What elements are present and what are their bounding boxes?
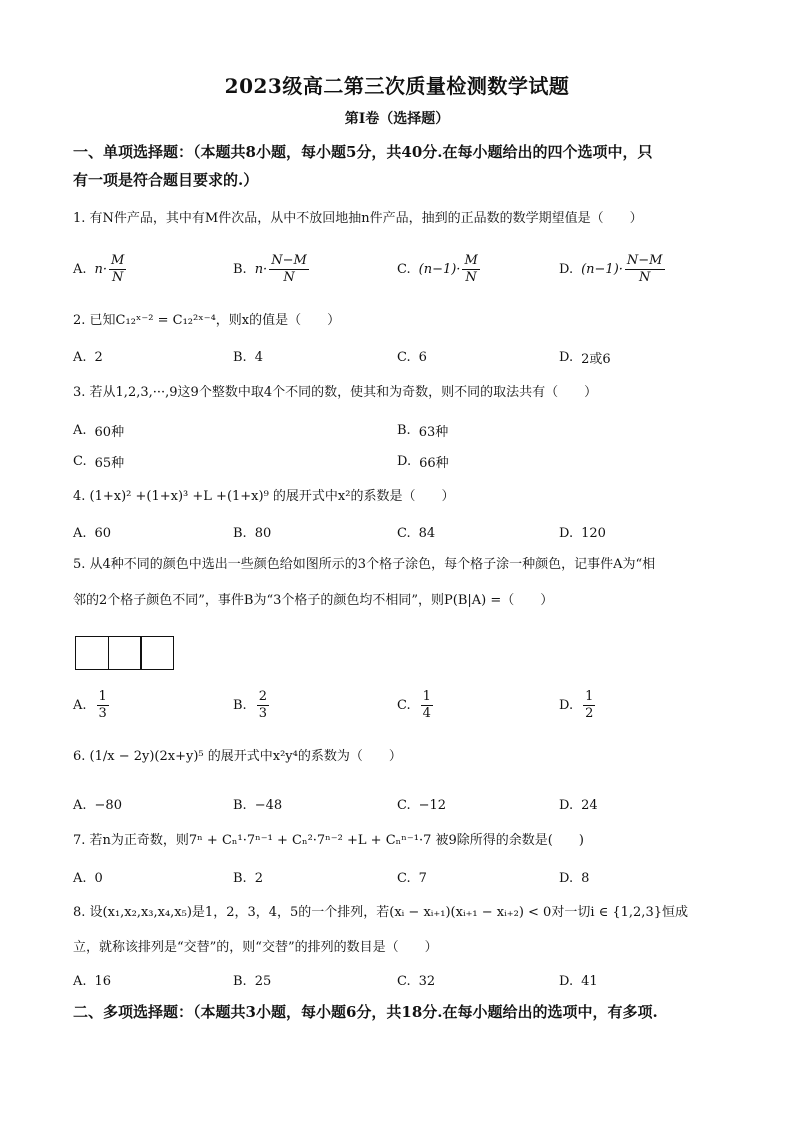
option-label: B.	[233, 797, 247, 813]
option-d[interactable]	[559, 688, 597, 722]
fraction-denominator: 4	[422, 705, 431, 721]
option-label: D.	[559, 973, 574, 989]
option-value: 24	[581, 797, 598, 813]
option-value: 80	[254, 525, 272, 541]
option-d[interactable]	[559, 861, 589, 895]
question-8-stem-line-1: 8. 设(x₁,x₂,x₃,x₄,x₅)是1，2，3，4，5的一个排列，若(xᵢ − xᵢ₊₁)(xᵢ₊₁ − xᵢ₊₂) < 0对一切i ∈ {1,2,3}恒成	[73, 905, 688, 920]
option-fraction	[421, 689, 433, 722]
option-value: 6	[418, 349, 427, 365]
option-d[interactable]	[559, 340, 611, 374]
option-a[interactable]	[73, 788, 122, 822]
option-label: C.	[397, 349, 411, 365]
option-label: B.	[233, 870, 247, 886]
option-value: 120	[581, 525, 606, 541]
fraction-numerator: 2	[258, 688, 267, 704]
option-a[interactable]	[73, 413, 124, 447]
option-value: 25	[254, 973, 272, 989]
fraction-denominator: 3	[258, 705, 267, 721]
option-label: C.	[397, 697, 411, 713]
option-label: A.	[73, 261, 87, 277]
option-value: 16	[94, 973, 112, 989]
option-label: A.	[73, 422, 87, 438]
option-b[interactable]	[233, 788, 282, 822]
page-title: 2023级高二第三次质量检测数学试题	[224, 74, 570, 98]
option-value: 65种	[94, 455, 125, 471]
option-value: 0	[94, 870, 103, 886]
question-3-options-row2	[73, 444, 723, 478]
option-value: 4	[254, 349, 263, 365]
option-value: 7	[418, 870, 427, 886]
option-label: B.	[233, 697, 247, 713]
fraction-denominator: N	[465, 269, 477, 285]
option-c[interactable]	[397, 688, 435, 722]
option-fraction	[269, 253, 309, 286]
option-label: B.	[397, 422, 411, 438]
option-b[interactable]	[233, 688, 271, 722]
option-d[interactable]	[559, 516, 606, 550]
fraction-denominator: N	[112, 269, 124, 285]
question-1-options	[73, 252, 723, 286]
option-value: 8	[581, 870, 590, 886]
option-a[interactable]	[73, 688, 111, 722]
question-6-stem: 6. (1/x − 2y)(2x+y)⁵ 的展开式中x²y⁴的系数为（ ）	[73, 749, 402, 764]
option-label: C.	[397, 973, 411, 989]
fraction-numerator: N−M	[271, 252, 307, 268]
fraction-numerator: 1	[585, 688, 594, 704]
option-label: C.	[397, 261, 411, 277]
option-label: A.	[73, 973, 87, 989]
option-label: C.	[73, 453, 87, 469]
fraction-numerator: 1	[98, 688, 107, 704]
option-b[interactable]	[397, 413, 448, 447]
question-1-stem: 1. 有N件产品，其中有M件次品，从中不放回地抽n件产品，抽到的正品数的数学期望值是（ ）	[73, 211, 643, 226]
fraction-denominator: N	[639, 269, 651, 285]
option-value: 2	[254, 870, 263, 886]
fraction-numerator: M	[111, 252, 125, 268]
question-7-stem: 7. 若n为正奇数，则7ⁿ + Cₙ¹·7ⁿ⁻¹ + Cₙ²·7ⁿ⁻² +L + Cₙⁿ⁻¹·7 被9除所得的余数是( )	[73, 833, 584, 848]
fraction-denominator: 3	[98, 705, 107, 721]
option-label: D.	[559, 349, 574, 365]
option-c[interactable]	[397, 516, 435, 550]
option-value: 41	[581, 973, 598, 989]
option-value: 60	[94, 525, 112, 541]
option-value: 60种	[94, 424, 125, 440]
part-title: 第I卷（选择题）	[344, 111, 450, 127]
option-label: D.	[559, 525, 574, 541]
option-label: C.	[397, 525, 411, 541]
question-5-stem-line-1: 5. 从4种不同的颜色中选出一些颜色给如图所示的3个格子涂色，每个格子涂一种颜色，记事件A为“相	[73, 557, 656, 572]
question-7-options	[73, 861, 723, 895]
section-multi-choice-header	[73, 998, 723, 1026]
option-a[interactable]	[73, 340, 103, 374]
option-b[interactable]	[233, 861, 263, 895]
option-a[interactable]	[73, 861, 103, 895]
option-a[interactable]	[73, 964, 111, 998]
fraction-numerator: 1	[422, 688, 431, 704]
option-label: A.	[73, 525, 87, 541]
option-d[interactable]	[559, 252, 667, 286]
option-value: 84	[418, 525, 436, 541]
fraction-denominator: 2	[585, 705, 594, 721]
option-fraction	[583, 689, 595, 722]
option-label: B.	[233, 525, 247, 541]
option-prefix: n·	[254, 261, 268, 277]
section-line-2: 有一项是符合题目要求的.）	[73, 171, 259, 189]
question-3-stem: 3. 若从1,2,3,···,9这9个整数中取4个不同的数，使其和为奇数，则不同的取法共有（ ）	[73, 385, 598, 400]
option-b[interactable]	[233, 516, 271, 550]
option-label: D.	[559, 870, 574, 886]
grid-cell	[140, 636, 174, 670]
question-4-options	[73, 516, 723, 550]
option-prefix: n·	[94, 261, 108, 277]
option-d[interactable]	[559, 964, 598, 998]
option-label: D.	[397, 453, 412, 469]
question-2-stem: 2. 已知C₁₂ˣ⁻² = C₁₂²ˣ⁻⁴，则x的值是（ ）	[73, 313, 341, 328]
option-fraction	[625, 253, 665, 286]
option-b[interactable]	[233, 964, 271, 998]
option-prefix: (n−1)·	[418, 261, 461, 277]
option-fraction	[257, 689, 269, 722]
option-label: D.	[559, 697, 574, 713]
fraction-numerator: N−M	[626, 252, 663, 268]
question-3-options-row1	[73, 413, 723, 447]
section-line-1: 二、多项选择题：（本题共3小题，每小题6分，共18分.在每小题给出的选项中，有多项.	[73, 1003, 658, 1021]
option-label: D.	[559, 261, 574, 277]
option-value: 2或6	[581, 351, 611, 367]
section-line-1: 一、单项选择题：（本题共8小题，每小题5分，共40分.在每小题给出的四个选项中，只	[73, 143, 653, 161]
option-a[interactable]	[73, 252, 128, 286]
grid-cell	[108, 636, 142, 670]
option-c[interactable]	[73, 444, 124, 478]
fraction-numerator: M	[464, 252, 478, 268]
option-c[interactable]	[397, 252, 482, 286]
option-d[interactable]	[559, 788, 598, 822]
question-4-stem: 4. (1+x)² +(1+x)³ +L +(1+x)⁹ 的展开式中x²的系数是（ ）	[73, 489, 455, 504]
question-8-options	[73, 964, 723, 998]
fraction-denominator: N	[283, 269, 295, 285]
option-value: 2	[94, 349, 103, 365]
option-c[interactable]	[397, 340, 427, 374]
option-value: 63种	[418, 424, 449, 440]
option-label: A.	[73, 870, 87, 886]
option-d[interactable]	[397, 444, 449, 478]
option-label: B.	[233, 973, 247, 989]
option-label: A.	[73, 797, 87, 813]
grid-cell	[75, 636, 109, 670]
option-value: 32	[418, 973, 436, 989]
option-fraction	[462, 253, 479, 286]
section-single-choice-header	[73, 138, 723, 194]
option-label: A.	[73, 349, 87, 365]
three-cell-grid	[75, 636, 174, 670]
option-b[interactable]	[233, 340, 263, 374]
option-c[interactable]	[397, 861, 427, 895]
option-label: B.	[233, 261, 247, 277]
option-label: A.	[73, 697, 87, 713]
option-value: −48	[254, 797, 283, 813]
option-fraction	[109, 253, 126, 286]
option-b[interactable]	[233, 252, 311, 286]
option-value: −12	[418, 797, 447, 813]
option-c[interactable]	[397, 964, 435, 998]
option-label: B.	[233, 349, 247, 365]
option-a[interactable]	[73, 516, 111, 550]
option-label: D.	[559, 797, 574, 813]
question-2-options	[73, 340, 723, 374]
option-value: −80	[94, 797, 122, 813]
question-5-stem-line-2: 邻的2个格子颜色不同”，事件B为“3个格子的颜色均不相同”，则P(B|A) =（ ）	[73, 593, 554, 608]
option-label: C.	[397, 870, 411, 886]
option-value: 66种	[419, 455, 449, 471]
question-6-options	[73, 788, 723, 822]
option-fraction	[97, 689, 109, 722]
question-8-stem-line-2: 立，就称该排列是“交替”的，则“交替”的排列的数目是（ ）	[73, 940, 438, 955]
option-c[interactable]	[397, 788, 446, 822]
question-5-options	[73, 688, 723, 722]
option-label: C.	[397, 797, 411, 813]
option-prefix: (n−1)·	[581, 261, 623, 277]
